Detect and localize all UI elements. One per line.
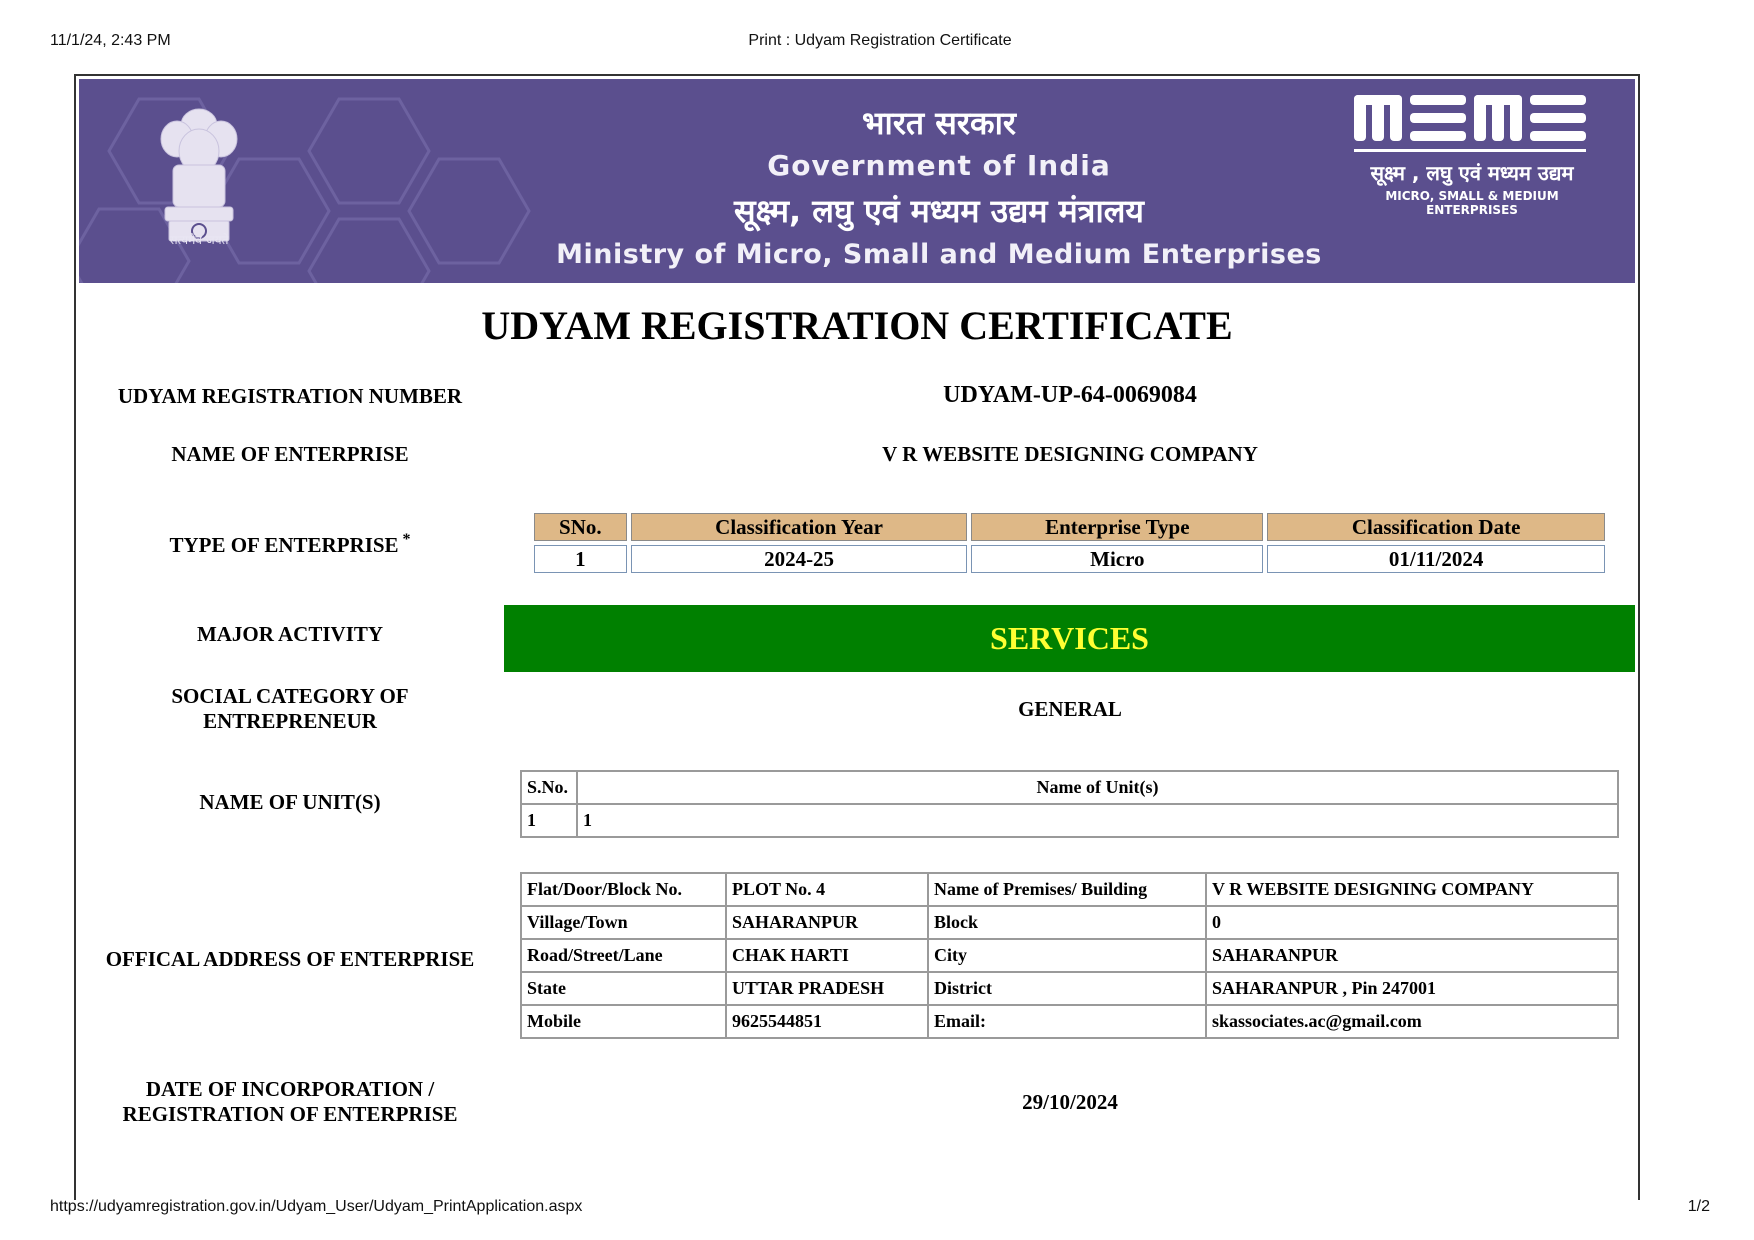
registration-number-label: UDYAM REGISTRATION NUMBER [117,384,463,408]
table-row [521,939,1618,972]
cell-field-value: 0 [1206,906,1618,939]
cell-sno: 1 [521,804,577,837]
registration-number-value: UDYAM-UP-64-0069084 [943,382,1197,408]
enterprise-type-table [530,509,1609,577]
cell-classification-date: 01/11/2024 [1267,545,1605,573]
certificate-title: UDYAM REGISTRATION CERTIFICATE [481,303,1233,348]
incorporation-date-value: 29/10/2024 [1022,1090,1118,1114]
cell-field-value: PLOT No. 4 [726,873,928,906]
asterisk: * [402,531,411,548]
social-category-label [90,684,490,734]
msme-logo [1354,95,1590,155]
table-header-row [534,513,1605,541]
cell-field-value: skassociates.ac@gmail.com [1206,1005,1618,1038]
header-classification-year: Classification Year [631,513,968,541]
table-row [521,1005,1618,1038]
incorporation-label-line2: REGISTRATION OF ENTERPRISE [122,1102,458,1126]
social-category-label-line2: ENTREPRENEUR [203,709,377,733]
banner-hindi-ministry: सूक्ष्म, लघु एवं मध्यम उद्यम मंत्रालय [733,192,1144,230]
cell-field-value: SAHARANPUR [1206,939,1618,972]
address-label: OFFICAL ADDRESS OF ENTERPRISE [105,947,475,971]
enterprise-name-label: NAME OF ENTERPRISE [171,442,409,466]
cell-field-label: Flat/Door/Block No. [521,873,726,906]
cell-field-label: State [521,972,726,1005]
table-row [521,804,1618,837]
cell-field-label: District [928,972,1206,1005]
cell-field-value: UTTAR PRADESH [726,972,928,1005]
cell-classification-year: 2024-25 [631,545,968,573]
header-classification-date: Classification Date [1267,513,1605,541]
cell-field-value: SAHARANPUR [726,906,928,939]
cell-field-value: CHAK HARTI [726,939,928,972]
emblem-caption: सत्यमेव जयते [169,233,229,247]
msme-hindi-tagline: सूक्ष्म , लघु एवं मध्यम उद्यम [1370,161,1574,185]
banner-ministry-name: Ministry of Micro, Small and Medium Enterprises [556,239,1322,270]
cell-unit-name: 1 [577,804,1618,837]
print-url: https://udyamregistration.gov.in/Udyam_User/Udyam_PrintApplication.aspx [50,1198,583,1215]
cell-field-label: Block [928,906,1206,939]
address-table [520,872,1619,1039]
print-page-title: Print : Udyam Registration Certificate [748,32,1012,49]
header-enterprise-type: Enterprise Type [971,513,1263,541]
header-unit-name: Name of Unit(s) [577,771,1618,804]
table-row [521,906,1618,939]
social-category-value: GENERAL [1018,697,1122,721]
cell-field-label: Email: [928,1005,1206,1038]
banner-government-of-india: Government of India [767,149,1111,182]
cell-enterprise-type: Micro [971,545,1263,573]
header-sno: SNo. [534,513,627,541]
gov-banner [79,79,1635,283]
enterprise-name-value: V R WEBSITE DESIGNING COMPANY [882,442,1258,466]
cell-field-label: Road/Street/Lane [521,939,726,972]
social-category-label-line1: SOCIAL CATEGORY OF [171,684,409,708]
enterprise-type-label [90,533,490,558]
cell-field-value: 9625544851 [726,1005,928,1038]
table-row [534,545,1605,573]
units-label: NAME OF UNIT(S) [199,790,381,814]
cell-sno: 1 [534,545,627,573]
banner-hindi-government: भारत सरकार [862,104,1016,142]
major-activity-label: MAJOR ACTIVITY [196,622,384,646]
enterprise-type-label-text: TYPE OF ENTERPRISE [169,533,399,557]
units-table [520,770,1619,838]
cell-field-value: V R WEBSITE DESIGNING COMPANY [1206,873,1618,906]
major-activity-value: SERVICES [504,605,1635,672]
page-number: 1/2 [1687,1198,1710,1215]
msme-english-tagline: MICRO, SMALL & MEDIUM ENTERPRISES [1385,189,1559,217]
cell-field-label: Name of Premises/ Building [928,873,1206,906]
header-sno: S.No. [521,771,577,804]
cell-field-label: Mobile [521,1005,726,1038]
incorporation-label-line1: DATE OF INCORPORATION / [145,1077,435,1101]
cell-field-label: City [928,939,1206,972]
incorporation-label [90,1077,490,1127]
table-row [521,873,1618,906]
cell-field-label: Village/Town [521,906,726,939]
print-datetime: 11/1/24, 2:43 PM [50,32,171,49]
table-header-row [521,771,1618,804]
cell-field-value: SAHARANPUR , Pin 247001 [1206,972,1618,1005]
table-row [521,972,1618,1005]
